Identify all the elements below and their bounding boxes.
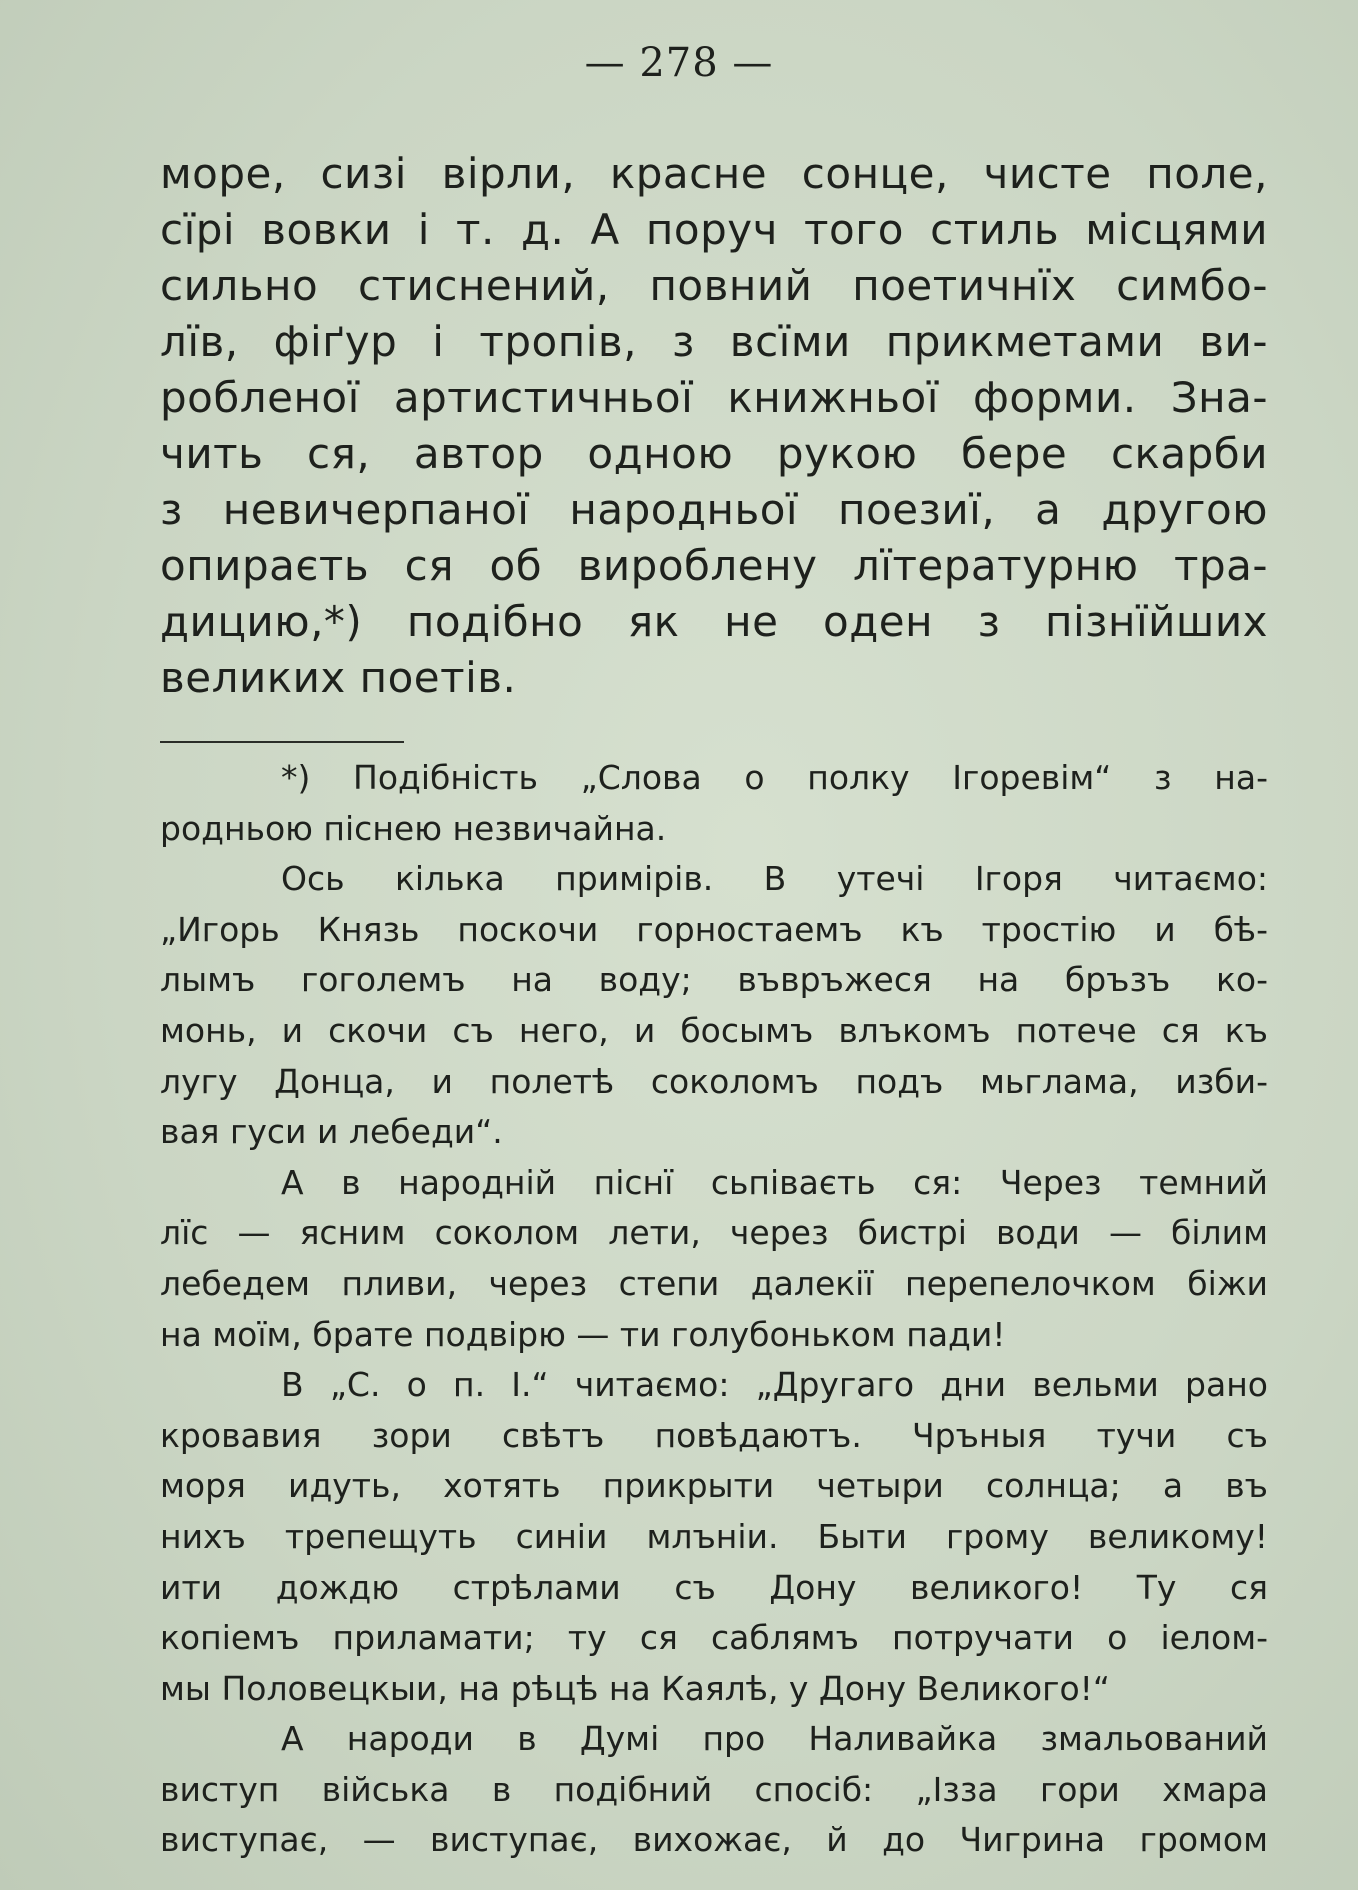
footnote-block [160, 753, 1268, 1866]
footnote-line: копіемъ приламати; ту ся саблямъ потручати о іелом- [160, 1618, 1268, 1658]
text-line: чить ся, автор одною рукою бере скарби [160, 429, 1268, 478]
text-line: великих поетів. [160, 653, 517, 702]
text-line: опираєть ся об вироблену лїтературню тра- [160, 541, 1268, 590]
footnote-line: виступає, — виступає, вихожає, й до Чигрина громом [160, 1820, 1268, 1860]
page-number: — 278 — [584, 40, 774, 86]
footnote-line: монь, и скочи съ него, и босымъ влъкомъ потече ся къ [160, 1010, 1268, 1050]
footnote-line: ити дождю стрѣлами съ Дону великого! Ту ся [160, 1567, 1268, 1607]
footnote-line: лугу Донца, и полетѣ соколомъ подъ мьглама, изби- [160, 1061, 1268, 1101]
footnote-line: моря идуть, хотять прикрыти четыри солнца; а въ [160, 1466, 1268, 1506]
text-line: сїрі вовки і т. д. А поруч того стиль місцями [160, 205, 1268, 254]
footnote-line: *) Подібність „Слова о полку Ігоревім“ з на- [281, 758, 1268, 797]
footnote-line: нихъ трепещуть синіи млъніи. Быти грому великому! [160, 1516, 1268, 1556]
footnote-line: А народи в Думі про Наливайка змальований [281, 1719, 1268, 1759]
footnote-line: В „С. о п. І.“ читаємо: „Другаго дни вельми рано [281, 1365, 1268, 1405]
footnote-line: лебедем пливи, через степи далекії перепелочком біжи [160, 1263, 1268, 1303]
text-line: лїв, фіґур і тропів, з всїми прикметами ви- [160, 317, 1268, 366]
text-line: робленої артистичньої книжньої форми. Зна- [160, 373, 1268, 422]
text-line: сильно стиснений, повний поетичнїх симбо- [160, 261, 1268, 310]
footnote-line: кровавия зори свѣтъ повѣдаютъ. Чръныя тучи съ [160, 1415, 1268, 1455]
footnote-line: на моїм, брате подвірю — ти голубоньком пади! [160, 1314, 1006, 1354]
footnote-line: родньою піснею незвичайна. [160, 808, 667, 848]
footnote-line: мы Половецкыи, на рѣцѣ на Каялѣ, у Дону Великого!“ [160, 1668, 1110, 1708]
text-line: з невичерпаної народньої поезиї, а другою [160, 485, 1268, 534]
footnote-line: Ось кілька примірів. В утечі Ігоря читаємо: [281, 859, 1268, 899]
text-line: дицию,*) подібно як не оден з пізнїйших [160, 597, 1268, 646]
main-paragraph [160, 146, 1268, 706]
footnote-line: лымъ гоголемъ на воду; въвръжеся на бръзъ ко- [160, 960, 1268, 1000]
footnote-line: лїс — ясним соколом лети, через бистрі води — білим [160, 1213, 1268, 1253]
footnote-line: виступ війська в подібний спосіб: „Ізза гори хмара [160, 1769, 1268, 1809]
footnote-divider [160, 741, 404, 743]
footnote-line: вая гуси и лебеди“. [160, 1112, 503, 1152]
footnote-line: „Игорь Князь поскочи горностаемъ къ тростію и бѣ- [160, 909, 1268, 949]
text-line: море, сизі вірли, красне сонце, чисте поле, [160, 149, 1268, 198]
footnote-line: А в народній піснї сьпіваєть ся: Через темний [281, 1162, 1268, 1202]
